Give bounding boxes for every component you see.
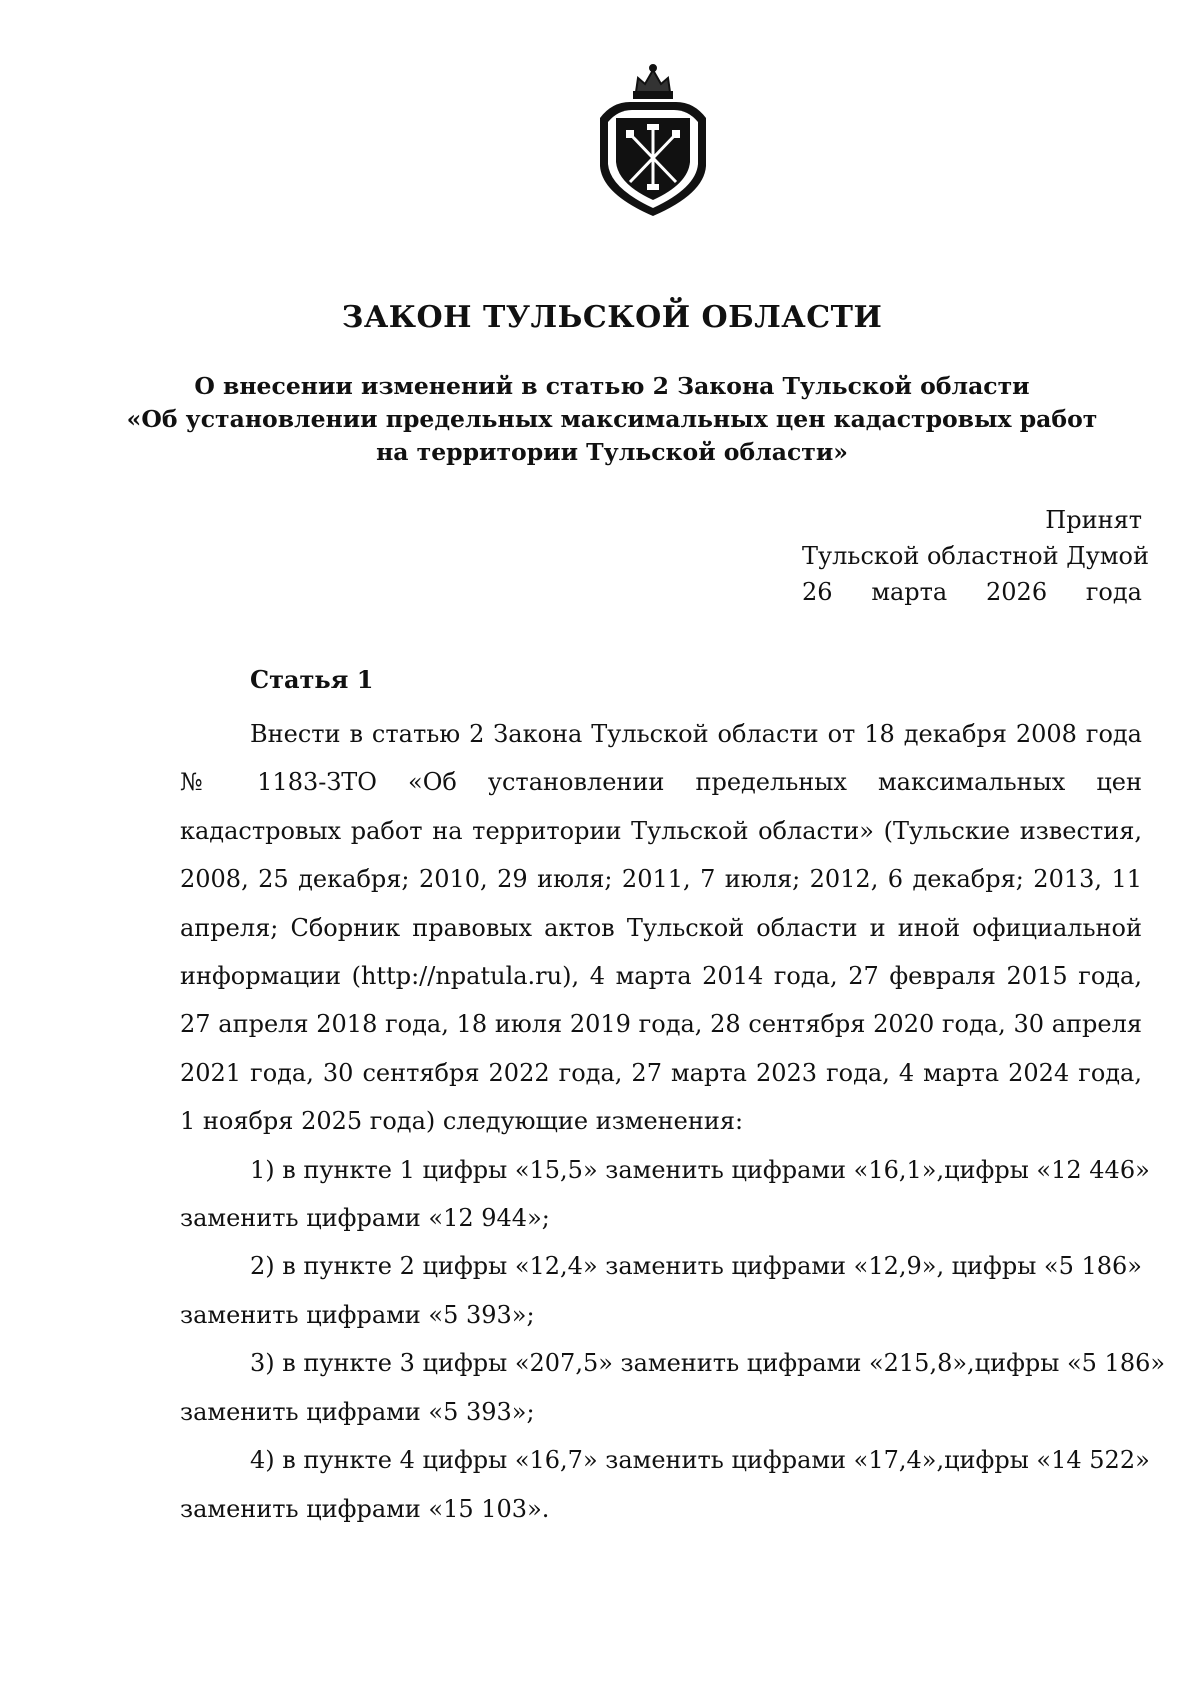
amendment-item [180,1242,1142,1339]
amendment-item [180,1339,1166,1436]
amendment-line [180,1339,1166,1387]
amendment-line [180,1146,1150,1194]
amendment-text: заменить цифрами «12 944»; [180,1204,550,1233]
document-subtitle [100,370,1124,469]
amendment-text: заменить цифрами «5 393»; [180,1397,535,1426]
amendment-text: цифры «14 522» [944,1446,1150,1475]
amendment-text: цифры «5 186» [974,1349,1166,1378]
amendment-text: заменить цифрами «15 103». [180,1494,550,1523]
amendment-item [180,1436,1150,1533]
adoption-block [802,502,1149,610]
article-body [180,710,1166,1533]
amendment-text: 1) в пункте 1 цифры «15,5» заменить цифрами «16,1», [250,1155,945,1184]
amendment-text: цифры «5 186» [951,1252,1142,1281]
amendment-text: цифры «12 446» [944,1155,1150,1184]
amendment-line [180,1242,1142,1290]
adoption-date [802,574,1142,610]
subtitle-line: на территории Тульской области» [376,438,848,466]
adoption-date-day: 26 [802,578,833,606]
adoption-date-word: года [1085,578,1142,606]
adoption-date-year: 2026 [986,578,1048,606]
article-heading: Статья 1 [250,665,374,694]
amendment-text: 3) в пункте 3 цифры «207,5» заменить цифрами «215,8», [250,1349,975,1378]
adoption-date-month: марта [871,578,948,606]
amendment-line [180,1436,1150,1484]
document-title: ЗАКОН ТУЛЬСКОЙ ОБЛАСТИ [341,300,883,335]
amendment-text: 2) в пункте 2 цифры «12,4» заменить цифрами «12,9», [250,1252,945,1281]
amendment-item [180,1146,1150,1243]
adopted-by: Тульской областной Думой [802,542,1149,570]
intro-paragraph: Внести в статью 2 Закона Тульской области от 18 декабря 2008 года № 1183-ЗТО «Об установлении предельных максимальных цен кадастровых работ на территории Тульской области» (Тульские известия, 2008, 25 декабря; 2010, 29 июля; 2011, 7 июля; 2012, 6 декабря; 2013, 11 апреля; Сборник правовых актов Тульской области и иной официальной информации (http://npatula.ru), 4 марта 2014 года, 27 февраля 2015 года, 27 апреля 2018 года, 18 июля 2019 года, 28 сентября 2020 года, 30 апреля 2021 года, 30 сентября 2022 года, 27 марта 2023 года, 4 марта 2024 года, 1 ноября 2025 года) следующие изменения: [180,720,1142,1136]
amendment-text: заменить цифрами «5 393»; [180,1300,535,1329]
adopted-label: Принят [1045,506,1142,534]
subtitle-line: О внесении изменений в статью 2 Закона Тульской области [194,372,1030,400]
subtitle-line: «Об установлении предельных максимальных цен кадастровых работ [126,405,1098,433]
amendment-text: 4) в пункте 4 цифры «16,7» заменить цифрами «17,4», [250,1446,945,1475]
tula-coat-of-arms-emblem [592,62,714,220]
